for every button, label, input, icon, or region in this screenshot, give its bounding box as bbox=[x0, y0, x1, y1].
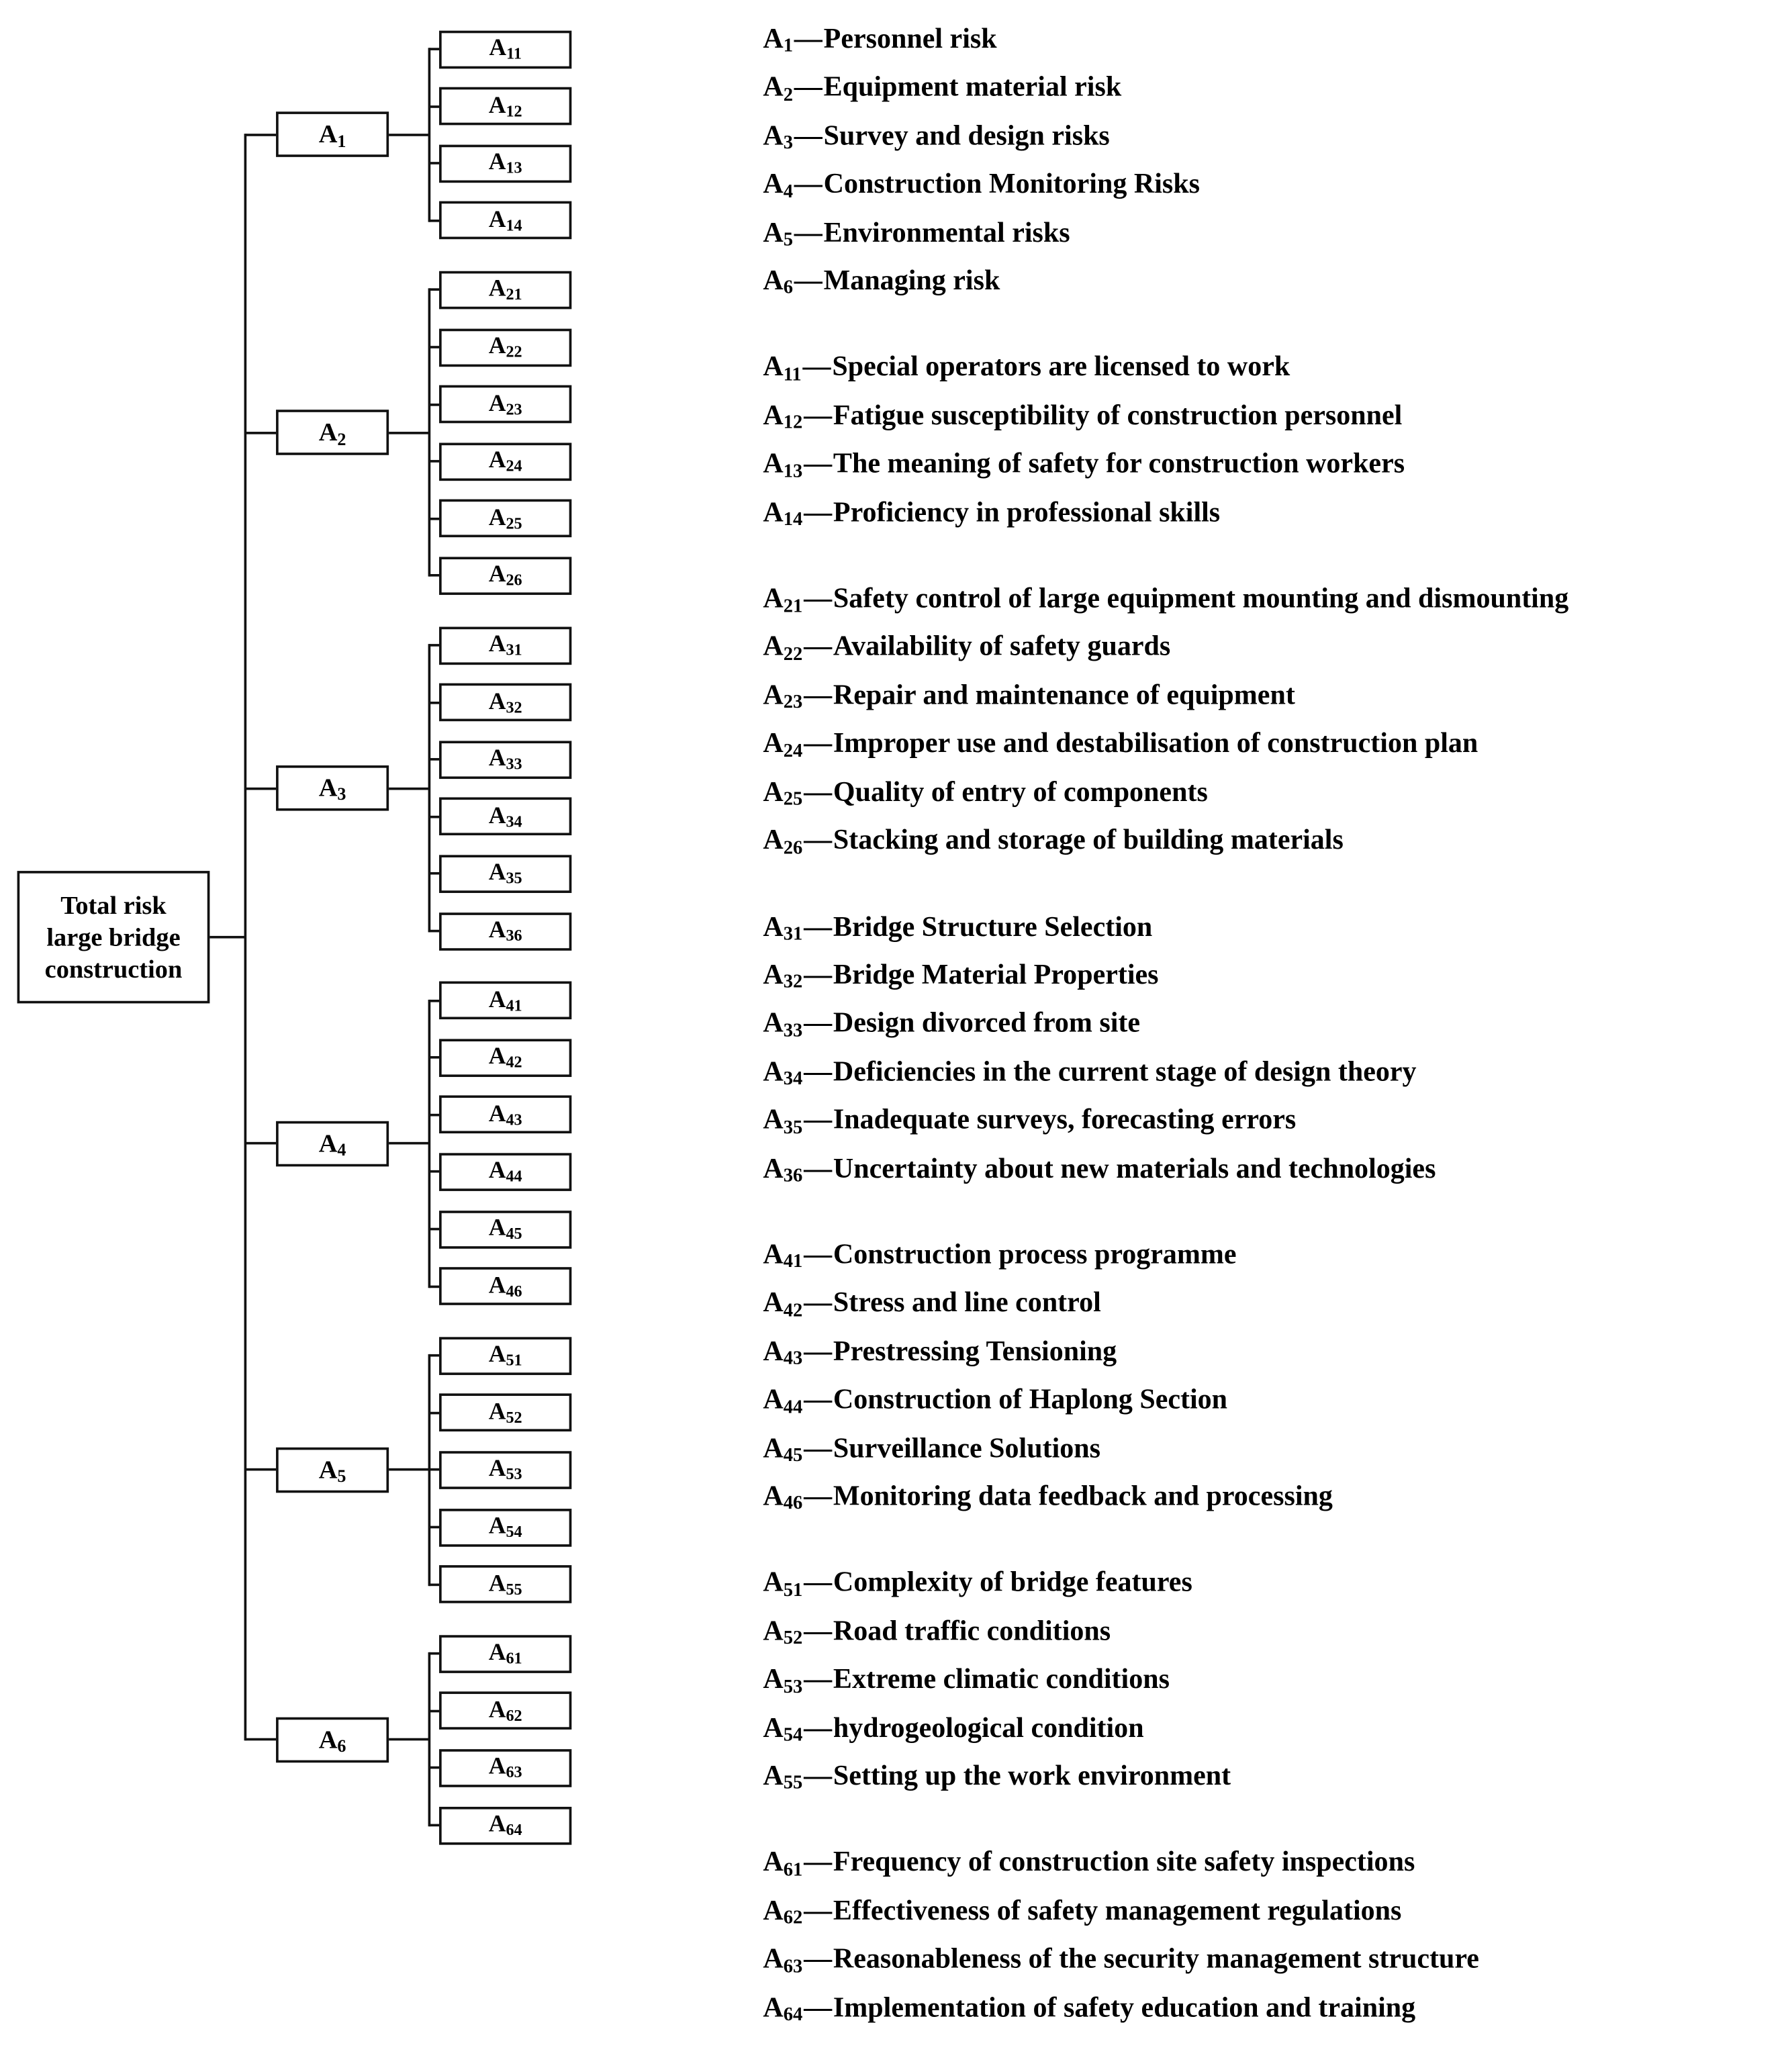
parent-to-children-connector bbox=[389, 1469, 429, 1472]
trunk-to-parent-connector bbox=[245, 1469, 276, 1472]
legend-entry bbox=[763, 1146, 1568, 1194]
node-code: A36 bbox=[488, 917, 522, 945]
legend-label: Deficiencies in the current stage of design theory bbox=[833, 1055, 1417, 1087]
node-code: A35 bbox=[488, 860, 522, 888]
legend-entry bbox=[763, 442, 1568, 490]
legend-entry bbox=[763, 722, 1568, 770]
legend-dash: — bbox=[804, 1384, 833, 1415]
child-stub-connector bbox=[429, 1056, 439, 1059]
legend-code: A63 bbox=[763, 1943, 803, 1977]
legend-label: Construction of Haplong Section bbox=[833, 1384, 1228, 1415]
parent-to-children-connector bbox=[389, 432, 429, 434]
tree-node-A55 bbox=[439, 1565, 571, 1603]
legend-group bbox=[763, 345, 1568, 538]
legend-code: A25 bbox=[763, 775, 803, 810]
legend-dash: — bbox=[794, 23, 822, 54]
legend-dash: — bbox=[804, 448, 833, 479]
node-code: A2 bbox=[318, 417, 346, 450]
legend-dash: — bbox=[804, 1566, 833, 1598]
node-code: A51 bbox=[488, 1341, 522, 1369]
legend-code: A45 bbox=[763, 1432, 803, 1466]
tree-node-A3 bbox=[276, 765, 389, 811]
child-stub-connector bbox=[429, 575, 439, 577]
legend-dash: — bbox=[794, 216, 822, 248]
legend-label: Equipment material risk bbox=[823, 71, 1122, 103]
legend-label: Road traffic conditions bbox=[833, 1615, 1111, 1646]
tree-node-A12 bbox=[439, 87, 571, 126]
legend-dash: — bbox=[804, 1480, 833, 1511]
legend-label: Implementation of safety education and training bbox=[833, 1991, 1416, 2022]
tree-node-A2 bbox=[276, 410, 389, 456]
node-code: A22 bbox=[488, 333, 522, 361]
tree-node-A54 bbox=[439, 1508, 571, 1546]
legend-dash: — bbox=[794, 71, 822, 103]
legend-entry bbox=[763, 1098, 1568, 1146]
child-stub-connector bbox=[429, 1767, 439, 1769]
node-code: A12 bbox=[488, 93, 522, 120]
legend-entry bbox=[763, 393, 1568, 442]
legend-dash: — bbox=[804, 824, 833, 855]
node-code: A45 bbox=[488, 1215, 522, 1243]
legend-dash: — bbox=[804, 1760, 833, 1791]
legend-dash: — bbox=[804, 1239, 833, 1270]
child-stub-connector bbox=[429, 1526, 439, 1529]
node-code: A6 bbox=[318, 1724, 346, 1756]
legend-entry bbox=[763, 1609, 1568, 1657]
parent-to-children-connector bbox=[389, 134, 429, 136]
legend-dash: — bbox=[804, 630, 833, 662]
parent-to-children-connector bbox=[389, 1738, 429, 1741]
child-stub-connector bbox=[429, 1171, 439, 1174]
children-group-line bbox=[428, 1652, 431, 1826]
legend-dash: — bbox=[804, 1943, 833, 1974]
legend-code: A46 bbox=[763, 1480, 803, 1515]
node-code: A13 bbox=[488, 150, 522, 177]
node-code: A43 bbox=[488, 1101, 522, 1129]
legend-label: Construction Monitoring Risks bbox=[823, 168, 1200, 199]
legend-label: Repair and maintenance of equipment bbox=[833, 679, 1295, 710]
legend-label: Monitoring data feedback and processing bbox=[833, 1480, 1333, 1511]
child-stub-connector bbox=[429, 346, 439, 348]
node-code: A33 bbox=[488, 746, 522, 773]
legend-dash: — bbox=[804, 1007, 833, 1039]
legend-dash: — bbox=[804, 1846, 833, 1877]
legend-entry bbox=[763, 953, 1568, 1001]
legend-label: Bridge Structure Selection bbox=[833, 910, 1153, 942]
legend-code: A2 bbox=[763, 71, 793, 105]
legend-code: A3 bbox=[763, 120, 793, 154]
trunk-to-parent-connector bbox=[245, 1738, 276, 1741]
legend-entry bbox=[763, 673, 1568, 722]
tree-node-A46 bbox=[439, 1267, 571, 1305]
node-code: A24 bbox=[488, 448, 522, 475]
legend-entry bbox=[763, 162, 1568, 211]
child-stub-connector bbox=[429, 1411, 439, 1414]
legend-dash: — bbox=[804, 679, 833, 710]
legend-entry bbox=[763, 345, 1568, 393]
legend-dash: — bbox=[804, 727, 833, 759]
node-code: A61 bbox=[488, 1640, 522, 1667]
legend-dash: — bbox=[804, 1287, 833, 1318]
legend-entry bbox=[763, 1329, 1568, 1378]
tree-node-A23 bbox=[439, 385, 571, 424]
node-code: A41 bbox=[488, 986, 522, 1014]
legend-entry bbox=[763, 1474, 1568, 1523]
legend-label: Uncertainty about new materials and technologies bbox=[833, 1152, 1436, 1184]
node-code: A5 bbox=[318, 1454, 346, 1487]
node-code: A32 bbox=[488, 688, 522, 716]
legend-code: A11 bbox=[763, 351, 802, 385]
tree-node-A52 bbox=[439, 1394, 571, 1432]
node-code: A23 bbox=[488, 391, 522, 418]
legend-code: A44 bbox=[763, 1384, 803, 1418]
tree-node-A26 bbox=[439, 557, 571, 595]
legend-label: Effectiveness of safety management regulations bbox=[833, 1895, 1402, 1926]
legend-group bbox=[763, 1561, 1568, 1803]
legend-entry bbox=[763, 211, 1568, 259]
legend-code: A51 bbox=[763, 1566, 803, 1601]
legend-label: Setting up the work environment bbox=[833, 1760, 1231, 1791]
node-code: A46 bbox=[488, 1272, 522, 1300]
node-code: A55 bbox=[488, 1570, 522, 1598]
legend-label: Complexity of bridge features bbox=[833, 1566, 1192, 1598]
legend-dash: — bbox=[804, 582, 833, 614]
legend-label: Frequency of construction site safety inspections bbox=[833, 1846, 1415, 1877]
legend-code: A35 bbox=[763, 1104, 803, 1138]
children-group-line bbox=[428, 644, 431, 932]
legend-entry bbox=[763, 577, 1568, 625]
legend-dash: — bbox=[794, 168, 822, 199]
tree-node-A25 bbox=[439, 500, 571, 538]
child-stub-connector bbox=[429, 1652, 439, 1655]
legend-code: A4 bbox=[763, 168, 793, 202]
tree-node-A5 bbox=[276, 1448, 389, 1493]
tree-node-A62 bbox=[439, 1692, 571, 1730]
trunk-to-parent-connector bbox=[245, 1142, 276, 1145]
child-stub-connector bbox=[429, 1469, 439, 1472]
child-stub-connector bbox=[429, 220, 439, 222]
node-code: A26 bbox=[488, 562, 522, 590]
child-stub-connector bbox=[429, 105, 439, 107]
root-node bbox=[17, 871, 210, 1003]
tree-node-A43 bbox=[439, 1096, 571, 1134]
node-code: A63 bbox=[488, 1754, 522, 1782]
child-stub-connector bbox=[429, 1354, 439, 1357]
node-code: A4 bbox=[318, 1128, 346, 1160]
legend-code: A34 bbox=[763, 1055, 803, 1090]
tree-node-A22 bbox=[439, 328, 571, 367]
legend-label: Prestressing Tensioning bbox=[833, 1335, 1117, 1366]
legend-entry bbox=[763, 904, 1568, 953]
legend-code: A52 bbox=[763, 1615, 803, 1649]
legend-label: Stress and line control bbox=[833, 1287, 1101, 1318]
tree-node-A44 bbox=[439, 1153, 571, 1191]
legend-dash: — bbox=[804, 496, 833, 527]
node-code: A42 bbox=[488, 1044, 522, 1072]
legend-group bbox=[763, 1233, 1568, 1523]
legend-label: The meaning of safety for construction workers bbox=[833, 448, 1405, 479]
child-stub-connector bbox=[429, 1285, 439, 1288]
legend-entry bbox=[763, 66, 1568, 114]
legend-label: Surveillance Solutions bbox=[833, 1432, 1101, 1463]
tree-node-A61 bbox=[439, 1635, 571, 1673]
node-code: A53 bbox=[488, 1456, 522, 1484]
legend-code: A55 bbox=[763, 1760, 803, 1794]
root-label-line: construction bbox=[44, 954, 183, 984]
tree-node-A13 bbox=[439, 144, 571, 183]
child-stub-connector bbox=[429, 1113, 439, 1116]
legend-label: Reasonableness of the security management structure bbox=[833, 1943, 1479, 1974]
legend-group bbox=[763, 904, 1568, 1194]
parent-to-children-connector bbox=[389, 1142, 429, 1145]
child-stub-connector bbox=[429, 460, 439, 463]
node-code: A44 bbox=[488, 1158, 522, 1186]
legend-dash: — bbox=[804, 1991, 833, 2022]
node-code: A34 bbox=[488, 803, 522, 831]
legend-code: A41 bbox=[763, 1239, 803, 1273]
legend-entry bbox=[763, 1378, 1568, 1426]
legend-code: A12 bbox=[763, 399, 803, 434]
tree-node-A36 bbox=[439, 912, 571, 950]
child-stub-connector bbox=[429, 758, 439, 761]
legend-dash: — bbox=[802, 351, 831, 382]
legend-dash: — bbox=[804, 1104, 833, 1135]
legend-code: A6 bbox=[763, 265, 793, 299]
legend-code: A53 bbox=[763, 1663, 803, 1697]
tree-node-A1 bbox=[276, 112, 389, 158]
tree-node-A32 bbox=[439, 684, 571, 722]
child-stub-connector bbox=[429, 518, 439, 520]
legend-entry bbox=[763, 1889, 1568, 1937]
legend-label: Stacking and storage of building materials bbox=[833, 824, 1344, 855]
legend-code: A64 bbox=[763, 1991, 803, 2026]
legend-dash: — bbox=[804, 1432, 833, 1463]
legend-group bbox=[763, 17, 1568, 308]
tree-node-A42 bbox=[439, 1039, 571, 1077]
node-code: A21 bbox=[488, 276, 522, 303]
legend-dash: — bbox=[804, 910, 833, 942]
legend-entry bbox=[763, 114, 1568, 162]
legend-code: A32 bbox=[763, 959, 803, 993]
legend-entry bbox=[763, 490, 1568, 538]
trunk-to-parent-connector bbox=[245, 432, 276, 434]
legend-code: A5 bbox=[763, 216, 793, 250]
legend-entry bbox=[763, 818, 1568, 867]
legend-code: A21 bbox=[763, 582, 803, 617]
legend-code: A26 bbox=[763, 824, 803, 858]
legend-entry bbox=[763, 1233, 1568, 1281]
tree-node-A34 bbox=[439, 798, 571, 836]
legend-entry bbox=[763, 1937, 1568, 1985]
root-label-line: large bridge bbox=[46, 922, 181, 952]
parent-to-children-connector bbox=[389, 787, 429, 790]
legend-code: A36 bbox=[763, 1152, 803, 1186]
tree-node-A51 bbox=[439, 1337, 571, 1375]
child-stub-connector bbox=[429, 873, 439, 876]
legend-label: Proficiency in professional skills bbox=[833, 496, 1221, 527]
legend-entry bbox=[763, 1705, 1568, 1754]
node-code: A62 bbox=[488, 1697, 522, 1725]
legend-label: Quality of entry of components bbox=[833, 775, 1208, 807]
legend-dash: — bbox=[804, 399, 833, 430]
legend-label: Safety control of large equipment mounting and dismounting bbox=[833, 582, 1569, 614]
legend-entry bbox=[763, 625, 1568, 673]
legend-entry bbox=[763, 17, 1568, 66]
tree-node-A24 bbox=[439, 442, 571, 481]
child-stub-connector bbox=[429, 816, 439, 818]
legend-entry bbox=[763, 1426, 1568, 1474]
tree-node-A35 bbox=[439, 855, 571, 893]
children-group-line bbox=[428, 999, 431, 1287]
legend-code: A22 bbox=[763, 630, 803, 665]
node-code: A11 bbox=[489, 35, 522, 63]
legend bbox=[763, 17, 1568, 2072]
legend-dash: — bbox=[804, 1152, 833, 1184]
node-code: A52 bbox=[488, 1399, 522, 1427]
trunk-to-parent-connector bbox=[245, 787, 276, 790]
legend-label: hydrogeological condition bbox=[833, 1711, 1144, 1743]
legend-code: A24 bbox=[763, 727, 803, 761]
children-group-line bbox=[428, 48, 431, 222]
legend-entry bbox=[763, 1001, 1568, 1049]
legend-entry bbox=[763, 1754, 1568, 1802]
legend-label: Design divorced from site bbox=[833, 1007, 1141, 1039]
legend-code: A14 bbox=[763, 496, 803, 530]
legend-code: A31 bbox=[763, 910, 803, 945]
child-stub-connector bbox=[429, 644, 439, 647]
node-code: A54 bbox=[488, 1513, 522, 1541]
root-label-line: Total risk bbox=[60, 890, 167, 921]
legend-dash: — bbox=[804, 959, 833, 990]
tree-node-A41 bbox=[439, 982, 571, 1020]
node-code: A25 bbox=[488, 505, 522, 532]
tree-node-A14 bbox=[439, 201, 571, 240]
legend-code: A1 bbox=[763, 23, 793, 57]
tree-node-A6 bbox=[276, 1717, 389, 1762]
tree-node-A33 bbox=[439, 741, 571, 779]
legend-label: Bridge Material Properties bbox=[833, 959, 1159, 990]
child-stub-connector bbox=[429, 1824, 439, 1827]
root-to-trunk-connector bbox=[209, 936, 245, 939]
legend-entry bbox=[763, 1985, 1568, 2034]
child-stub-connector bbox=[429, 1228, 439, 1231]
children-group-line bbox=[428, 289, 431, 577]
tree-node-A4 bbox=[276, 1121, 389, 1166]
legend-entry bbox=[763, 1049, 1568, 1098]
legend-label: Personnel risk bbox=[823, 23, 997, 54]
child-stub-connector bbox=[429, 162, 439, 164]
legend-entry bbox=[763, 1281, 1568, 1329]
legend-dash: — bbox=[804, 775, 833, 807]
node-code: A31 bbox=[488, 631, 522, 659]
child-stub-connector bbox=[429, 999, 439, 1002]
legend-code: A54 bbox=[763, 1711, 803, 1746]
legend-code: A23 bbox=[763, 679, 803, 713]
legend-label: Fatigue susceptibility of construction personnel bbox=[833, 399, 1403, 430]
legend-dash: — bbox=[804, 1055, 833, 1087]
legend-group bbox=[763, 577, 1568, 867]
child-stub-connector bbox=[429, 403, 439, 406]
child-stub-connector bbox=[429, 1583, 439, 1586]
child-stub-connector bbox=[429, 48, 439, 50]
legend-dash: — bbox=[794, 120, 822, 151]
legend-code: A62 bbox=[763, 1895, 803, 1929]
legend-dash: — bbox=[804, 1663, 833, 1695]
node-code: A1 bbox=[318, 119, 346, 152]
legend-entry bbox=[763, 770, 1568, 818]
legend-code: A42 bbox=[763, 1287, 803, 1321]
tree-node-A31 bbox=[439, 626, 571, 665]
legend-label: Construction process programme bbox=[833, 1239, 1237, 1270]
child-stub-connector bbox=[429, 289, 439, 291]
legend-dash: — bbox=[804, 1335, 833, 1366]
legend-label: Environmental risks bbox=[823, 216, 1070, 248]
legend-code: A33 bbox=[763, 1007, 803, 1041]
legend-code: A13 bbox=[763, 448, 803, 482]
tree-node-A11 bbox=[439, 30, 571, 68]
legend-entry bbox=[763, 1561, 1568, 1609]
tree-node-A53 bbox=[439, 1451, 571, 1489]
legend-code: A61 bbox=[763, 1846, 803, 1881]
tree-node-A45 bbox=[439, 1210, 571, 1248]
node-code: A64 bbox=[488, 1811, 522, 1839]
child-stub-connector bbox=[429, 1709, 439, 1712]
legend-label: Availability of safety guards bbox=[833, 630, 1171, 662]
legend-entry bbox=[763, 1840, 1568, 1889]
legend-entry bbox=[763, 259, 1568, 308]
legend-label: Survey and design risks bbox=[823, 120, 1110, 151]
legend-label: Special operators are licensed to work bbox=[832, 351, 1290, 382]
legend-code: A43 bbox=[763, 1335, 803, 1370]
legend-label: Inadequate surveys, forecasting errors bbox=[833, 1104, 1297, 1135]
trunk-to-parent-connector bbox=[245, 134, 276, 136]
legend-label: Managing risk bbox=[823, 265, 1000, 296]
child-stub-connector bbox=[429, 701, 439, 704]
legend-group bbox=[763, 1840, 1568, 2034]
tree-node-A64 bbox=[439, 1806, 571, 1844]
legend-dash: — bbox=[804, 1711, 833, 1743]
tree-node-A63 bbox=[439, 1749, 571, 1787]
node-code: A3 bbox=[318, 772, 346, 805]
child-stub-connector bbox=[429, 930, 439, 933]
legend-dash: — bbox=[794, 265, 822, 296]
legend-entry bbox=[763, 1657, 1568, 1705]
tree-node-A21 bbox=[439, 271, 571, 310]
node-code: A14 bbox=[488, 207, 522, 234]
legend-label: Improper use and destabilisation of construction plan bbox=[833, 727, 1478, 759]
legend-label: Extreme climatic conditions bbox=[833, 1663, 1170, 1695]
legend-dash: — bbox=[804, 1615, 833, 1646]
legend-dash: — bbox=[804, 1895, 833, 1926]
